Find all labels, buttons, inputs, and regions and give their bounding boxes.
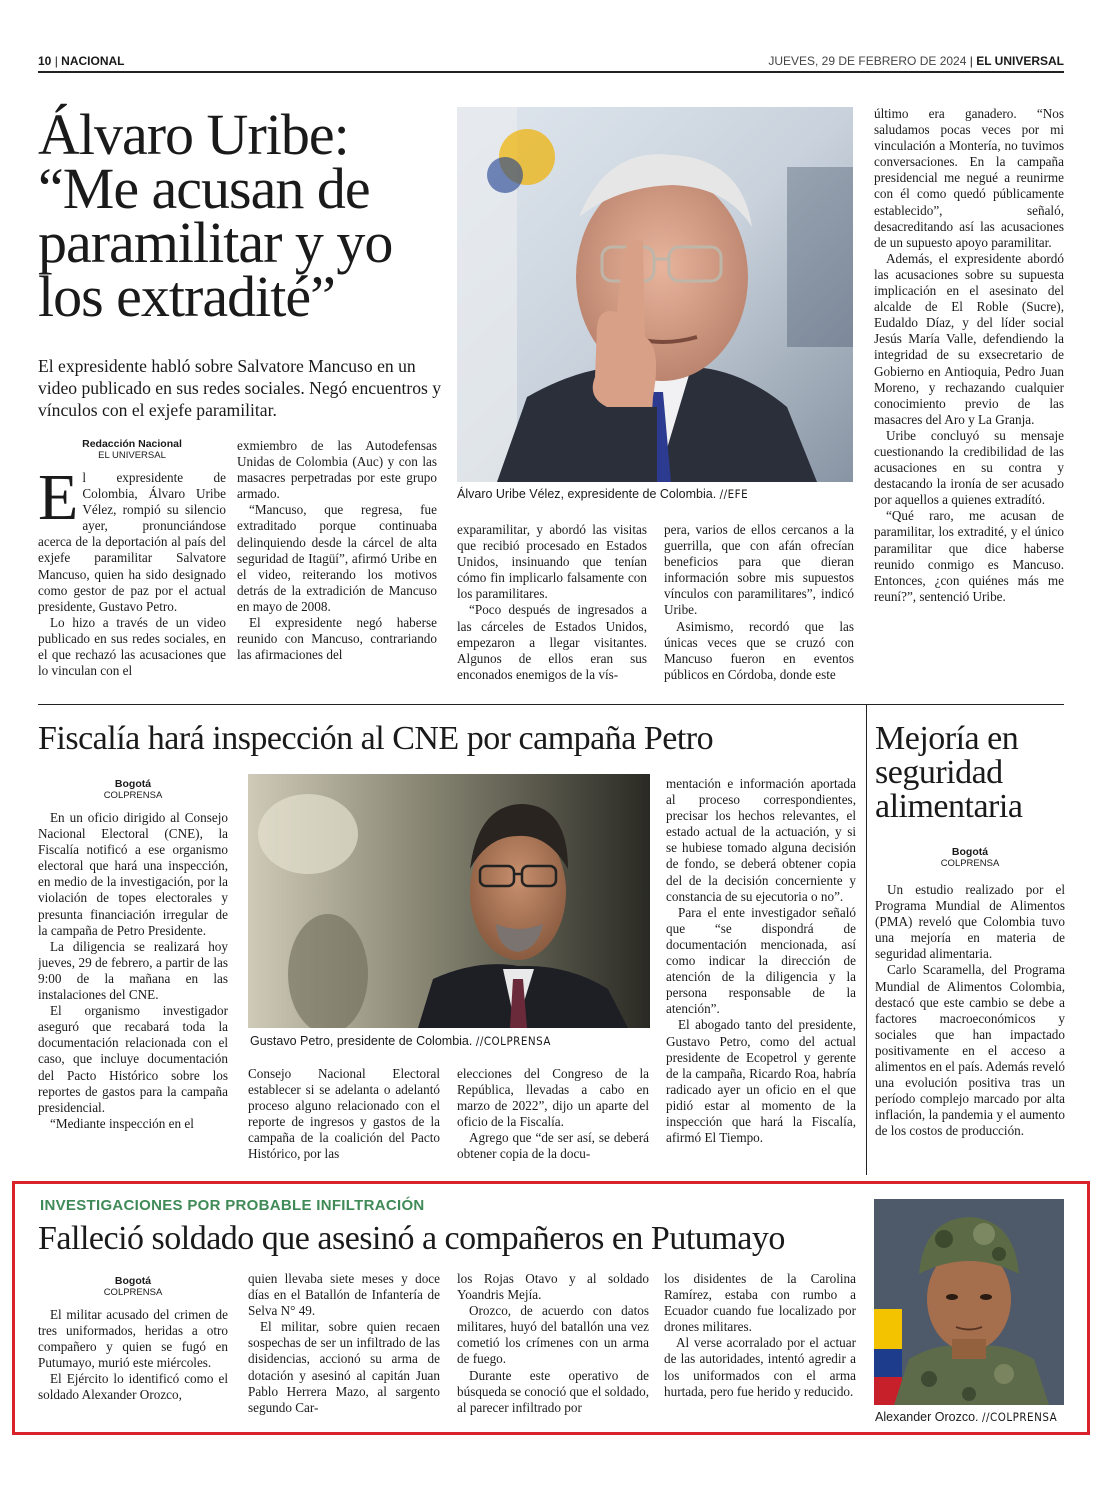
- article3-body: Bogotá COLPRENSA Un estudio realizado por el Programa Mundial de Alimentos (PMA) reveló que Colombia tuvo una mejoría en materia de seguridad alimentaria. Carlo Scaramella, del Programa Mundial de Alimentos Colombia, destacó que este cambio se debe a factores macroeconómicos y sociales que han impactado positivamente en el acceso a alimentos en el país. Además reveló una evolución positiva tras un período complejo marcado por alta inflación, la pandemia y el aumento de los costos de producción.: [875, 846, 1065, 1139]
- article4-col2: quien llevaba siete meses y doce días en el Batallón de Infantería de Selva N° 49. El militar, sobre quien recaen sospechas de ser un infiltrado de las disidencias, accionó su arma de dotación y asesinó al capitán Juan Pablo Herrera Mazo, al sargento segundo Car-: [248, 1271, 440, 1415]
- article3-title: Mejoría en seguridad alimentaria: [875, 720, 1023, 825]
- article4-kicker: INVESTIGACIONES POR PROBABLE INFILTRACIÓN: [40, 1197, 425, 1214]
- petro-photo: [248, 774, 650, 1028]
- header-rule: [38, 71, 1064, 73]
- uribe-photo-caption: Álvaro Uribe Vélez, expresidente de Colombia. //EFE: [457, 487, 749, 501]
- article2-title: Fiscalía hará inspección al CNE por campaña Petro: [38, 720, 714, 757]
- uribe-photo-illustration: [457, 107, 853, 482]
- article2-col4: mentación e información aportada al proceso correspondientes, precisar los hechos relevantes, el estado actual de la actuación, y si se hubiese tomado alguna decisión de fondo, se deberá obtener copia del de la decisión concerniente y constancia de su ejecutoria o no”. Para el ente investigador señaló que “se dispondrá de documentación mencionada, así como indicar la dirección de atención de la diligencia y la persona responsable de la atención”. El abogado tanto del presidente, Gustavo Petro, como del actual presidente de Ecopetrol y gerente de la campaña, Ricardo Roa, habría radicado ayer un oficio en el que pidió estar al momento de la inspección que hará la Fiscalía, afirmó El Tiempo.: [666, 776, 856, 1146]
- petro-photo-caption: Gustavo Petro, presidente de Colombia. //COLPRENSA: [250, 1034, 552, 1048]
- article2-col1: Bogotá COLPRENSA En un oficio dirigido al Consejo Nacional Electoral (CNE), la Fiscalía notificó a ese organismo electoral que hará una inspección, en medio de la investigación, por la violación de topes electorales y presunta financiación irregular de la campaña de Petro Presidente. La diligencia se realizará hoy jueves, 29 de febrero, a partir de las 9:00 de la mañana en las instalaciones del CNE. El organismo investigador aseguró que recabará toda la documentación relacionada con el caso, que incluye documentación del Pacto Histórico sobre los reportes de gastos para la campaña presidencial. “Mediante inspección en el: [38, 778, 228, 1131]
- orozco-photo: [874, 1199, 1064, 1405]
- article4-col3: los Rojas Otavo y al soldado Yoandris Mejía. Orozco, de acuerdo con datos militares, huyó del batallón una vez cometió los crímenes con un arma de fuego. Durante este operativo de búsqueda se conoció que el soldado, al parecer infiltrado por: [457, 1271, 649, 1415]
- page-folio: 10 | NACIONAL: [38, 54, 125, 68]
- petro-photo-illustration: [248, 774, 650, 1028]
- orozco-photo-credit: //COLPRENSA: [982, 1410, 1058, 1424]
- article4-title: Falleció soldado que asesinó a compañeros en Putumayo: [38, 1220, 785, 1257]
- newspaper-name: EL UNIVERSAL: [976, 54, 1064, 68]
- uribe-photo-credit: //EFE: [719, 487, 749, 501]
- article4-col4: los disidentes de la Carolina Ramírez, estaba con rumbo a Ecuador cuando fue localizado por drones militares. Al verse acorralado por el actuar de las autoridades, intentó agredir a los uniformados con el arma hurtada, pero fue herido y reducido.: [664, 1271, 856, 1399]
- section-name: NACIONAL: [61, 54, 125, 68]
- page-number: 10: [38, 54, 52, 68]
- article1-lead: El expresidente de Colombia, Álvaro Uribe Vélez, rompió su silencio ayer, pronunciándose acerca de la deportación al país del exjefe paramilitar Salvatore Mancuso, quien ha sido designado como gestor de paz por el actual presidente, Gustavo Petro.: [38, 461, 226, 614]
- article1-col1: Redacción Nacional EL UNIVERSAL El expresidente de Colombia, Álvaro Uribe Vélez, rompió su silencio ayer, pronunciándose acerca de la deportación al país del exjefe paramilitar Salvatore Mancuso, quien ha sido designado como gestor de paz por el actual presidente, Gustavo Petro. Lo hizo a través de un video publicado en sus redes sociales, en el que rechazó las acusaciones que lo vinculan con el: [38, 438, 226, 679]
- article1-byline: Redacción Nacional EL UNIVERSAL: [82, 438, 182, 461]
- column-rule: [866, 705, 867, 1175]
- article1-col2: exmiembro de las Autodefensas Unidas de Colombia (Auc) y con las masacres perpetradas por este grupo armado. “Mancuso, que regresa, fue extraditado porque continuaba delinquiendo desde la cárcel de alta seguridad de Itagüí”, afirmó Uribe en el video, reiterando los motivos detrás de la extradición de Mancuso en mayo de 2008. El expresidente negó haberse reunido con Mancuso, contrariando las afirmaciones del: [237, 438, 437, 663]
- masthead-date: JUEVES, 29 DE FEBRERO DE 2024 | EL UNIVERSAL: [768, 54, 1064, 68]
- article2-col2: Consejo Nacional Electoral establecer si se adelanta o adelantó proceso alguno relacionado con el reporte de ingresos y gastos de la campaña de la coalición del Pacto Histórico, por las: [248, 1066, 440, 1162]
- petro-photo-credit: //COLPRENSA: [475, 1034, 552, 1048]
- article1-col3: exparamilitar, y abordó las visitas que recibió procesado en Estados Unidos, insinuando que tenían cómo fin implicarlo falsamente con los paramilitares. “Poco después de ingresados a las cárceles de Estados Unidos, empezaron a llegar visitantes. Algunos de ellos eran sus enconados enemigos de la vís-: [457, 522, 647, 682]
- article2-col3: elecciones del Congreso de la República, llevadas a cabo en marzo de 2022”, dijo un aparte del oficio de la Fiscalía. Agrego que “de ser así, se deberá obtener copia de la docu-: [457, 1066, 649, 1162]
- uribe-photo: [457, 107, 853, 482]
- article4-byline: Bogotá COLPRENSA: [103, 1275, 163, 1298]
- section-rule-1: [38, 704, 1064, 705]
- article2-byline: Bogotá COLPRENSA: [103, 778, 163, 801]
- dropcap: E: [38, 461, 79, 534]
- article3-byline: Bogotá COLPRENSA: [940, 846, 1000, 869]
- orozco-photo-caption: Alexander Orozco. //COLPRENSA: [875, 1410, 1058, 1424]
- article1-col5: último era ganadero. “Nos saludamos pocas veces por mi vinculación a Montería, no tuvimos conversaciones. En la campaña presidencial me negué a reunirme con él como quedó públicamente establecido”, señaló, desacreditando así las acusaciones de un supuesto apoyo paramilitar. Además, el expresidente abordó las acusaciones sobre su supuesta implicación en el asesinato del alcalde de El Roble (Sucre), Eudaldo Díaz, y del líder social Jesús María Valle, defendiendo la integridad de su exsecretario de Gobierno en Antioquia, Pedro Juan Moreno, y rechazando cualquier conocimiento previo de las masacres del Aro y La Granja. Uribe concluyó su mensaje cuestionando la credibilidad de las acusaciones en su contra y destacando la ironía de ser acusado por aquellos a quienes extradító. “Qué raro, me acusan de paramilitar, los extradité, y el único paramilitar que dice haberse reunido conmigo es Mancuso. Entonces, ¿con quiénes más me reuní?”, sentenció Uribe.: [874, 106, 1064, 604]
- issue-date: JUEVES, 29 DE FEBRERO DE 2024: [768, 54, 967, 68]
- article1-title: Álvaro Uribe: “Me acusan de paramilitar y yo los extradité”: [38, 102, 393, 329]
- article1-deck: El expresidente habló sobre Salvatore Mancuso en un video publicado en sus redes sociales. Negó encuentros y vínculos con el exjefe paramilitar.: [38, 356, 442, 420]
- article1-col4: pera, varios de ellos cercanos a la guerrilla, que con afán ofrecían beneficios para que dieran información sobre mis supuestos vínculos con paramilitares”, indicó Uribe. Asimismo, recordó que las únicas veces que se cruzó con Mancuso fueron en eventos públicos en Córdoba, donde este: [664, 522, 854, 682]
- article4-col1: Bogotá COLPRENSA El militar acusado del crimen de tres uniformados, heridas a otro compañero y quien se fugó en Putumayo, murió este miércoles. El Ejército lo identificó como el soldado Alexander Orozco,: [38, 1275, 228, 1403]
- orozco-photo-illustration: [874, 1199, 1064, 1405]
